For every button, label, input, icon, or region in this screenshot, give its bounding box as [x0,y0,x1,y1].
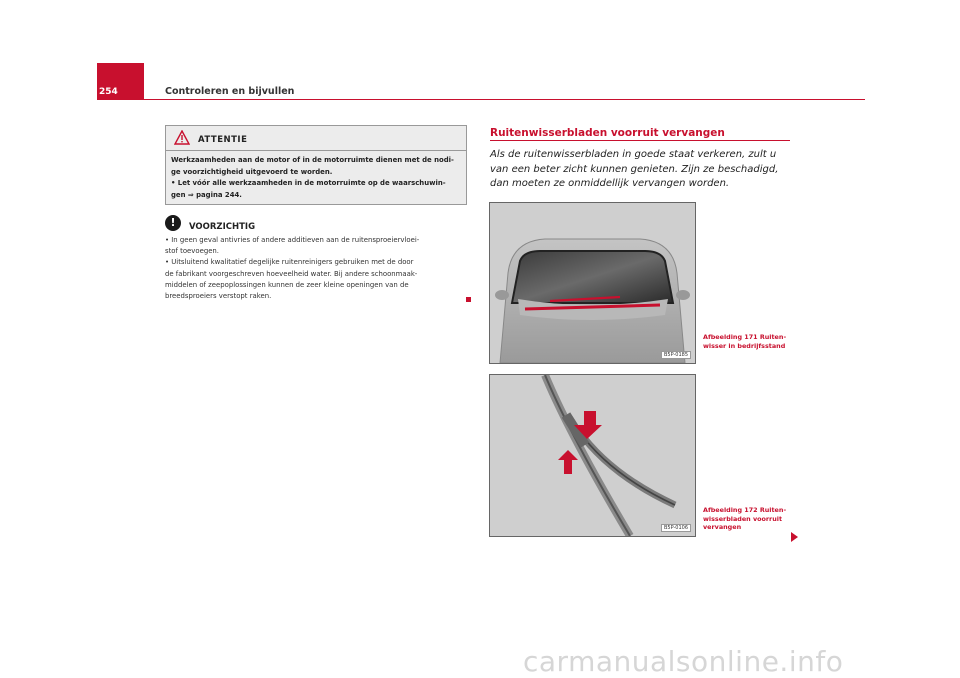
caption-line: vervangen [703,523,742,531]
caution-line: • In geen geval antivries of andere additieven aan de ruitensproeiervloei- [165,236,420,244]
caution-title: VOORZICHTIG [189,222,256,232]
caution-line: stof toevoegen. [165,247,219,256]
warning-title: ATTENTIE [198,135,248,145]
caption-line: wisserbladen voorruit [703,514,782,523]
caption-line: Afbeelding 171 Ruiten- [703,333,787,341]
figure-code: B5P-0185 [661,351,691,359]
page-number: 254 [99,87,118,97]
warning-line: gen ⇒ pagina 244. [171,190,242,199]
warning-line: Werkzaamheden aan de motor of in de motorruimte dienen met de nodi- [171,156,454,164]
wiper-blade-illustration [490,375,695,536]
exclamation-circle-icon: ! [165,215,181,231]
chapter-title: Controleren en bijvullen [165,86,295,97]
next-page-arrow-icon[interactable] [791,532,798,542]
warning-header [166,126,466,151]
figure-caption [703,333,793,350]
warning-line: ge voorzichtigheid uitgevoerd te worden. [171,167,333,176]
intro-line: Als de ruitenwisserbladen in goede staat verkeren, zult u [490,149,777,160]
figure-code: B5P-0106 [661,524,691,532]
figure-caption [703,506,793,532]
warning-text [171,155,461,201]
caption-line: wisser in bedrijfsstand [703,341,786,350]
caution-line: middelen of zeepoplossingen kunnen de zeer kleine openingen van de [165,280,409,289]
intro-line: dan moeten ze onmiddellijk vervangen worden. [490,178,730,189]
section-intro [490,148,790,192]
caution-line: de fabrikant voorgeschreven hoeveelheid water. Bij andere schoonmaak- [165,269,418,278]
caution-line: • Uitsluitend kwalitatief degelijke ruitenreinigers gebruiken met de door [165,258,414,267]
warning-triangle-icon [174,130,190,145]
intro-line: van een beter zicht kunnen genieten. Zijn ze beschadigd, [490,163,779,175]
header-divider [97,99,865,100]
warning-line: • Let vóór alle werkzaamheden in de motorruimte op de waarschuwin- [171,179,446,187]
figure-wiper-blade-replacement [489,374,696,537]
section-divider [490,140,790,141]
caution-text [165,235,470,302]
figure-wiper-service-position [489,202,696,364]
warning-box [165,125,467,205]
section-title: Ruitenwisserbladen voorruit vervangen [490,127,725,139]
car-windshield-illustration [490,203,695,363]
watermark: carmanualsonline.info [523,645,844,678]
caption-line: Afbeelding 172 Ruiten- [703,506,787,514]
caution-line: breedsproeiers verstopt raken. [165,292,272,301]
section-end-marker [466,297,471,302]
